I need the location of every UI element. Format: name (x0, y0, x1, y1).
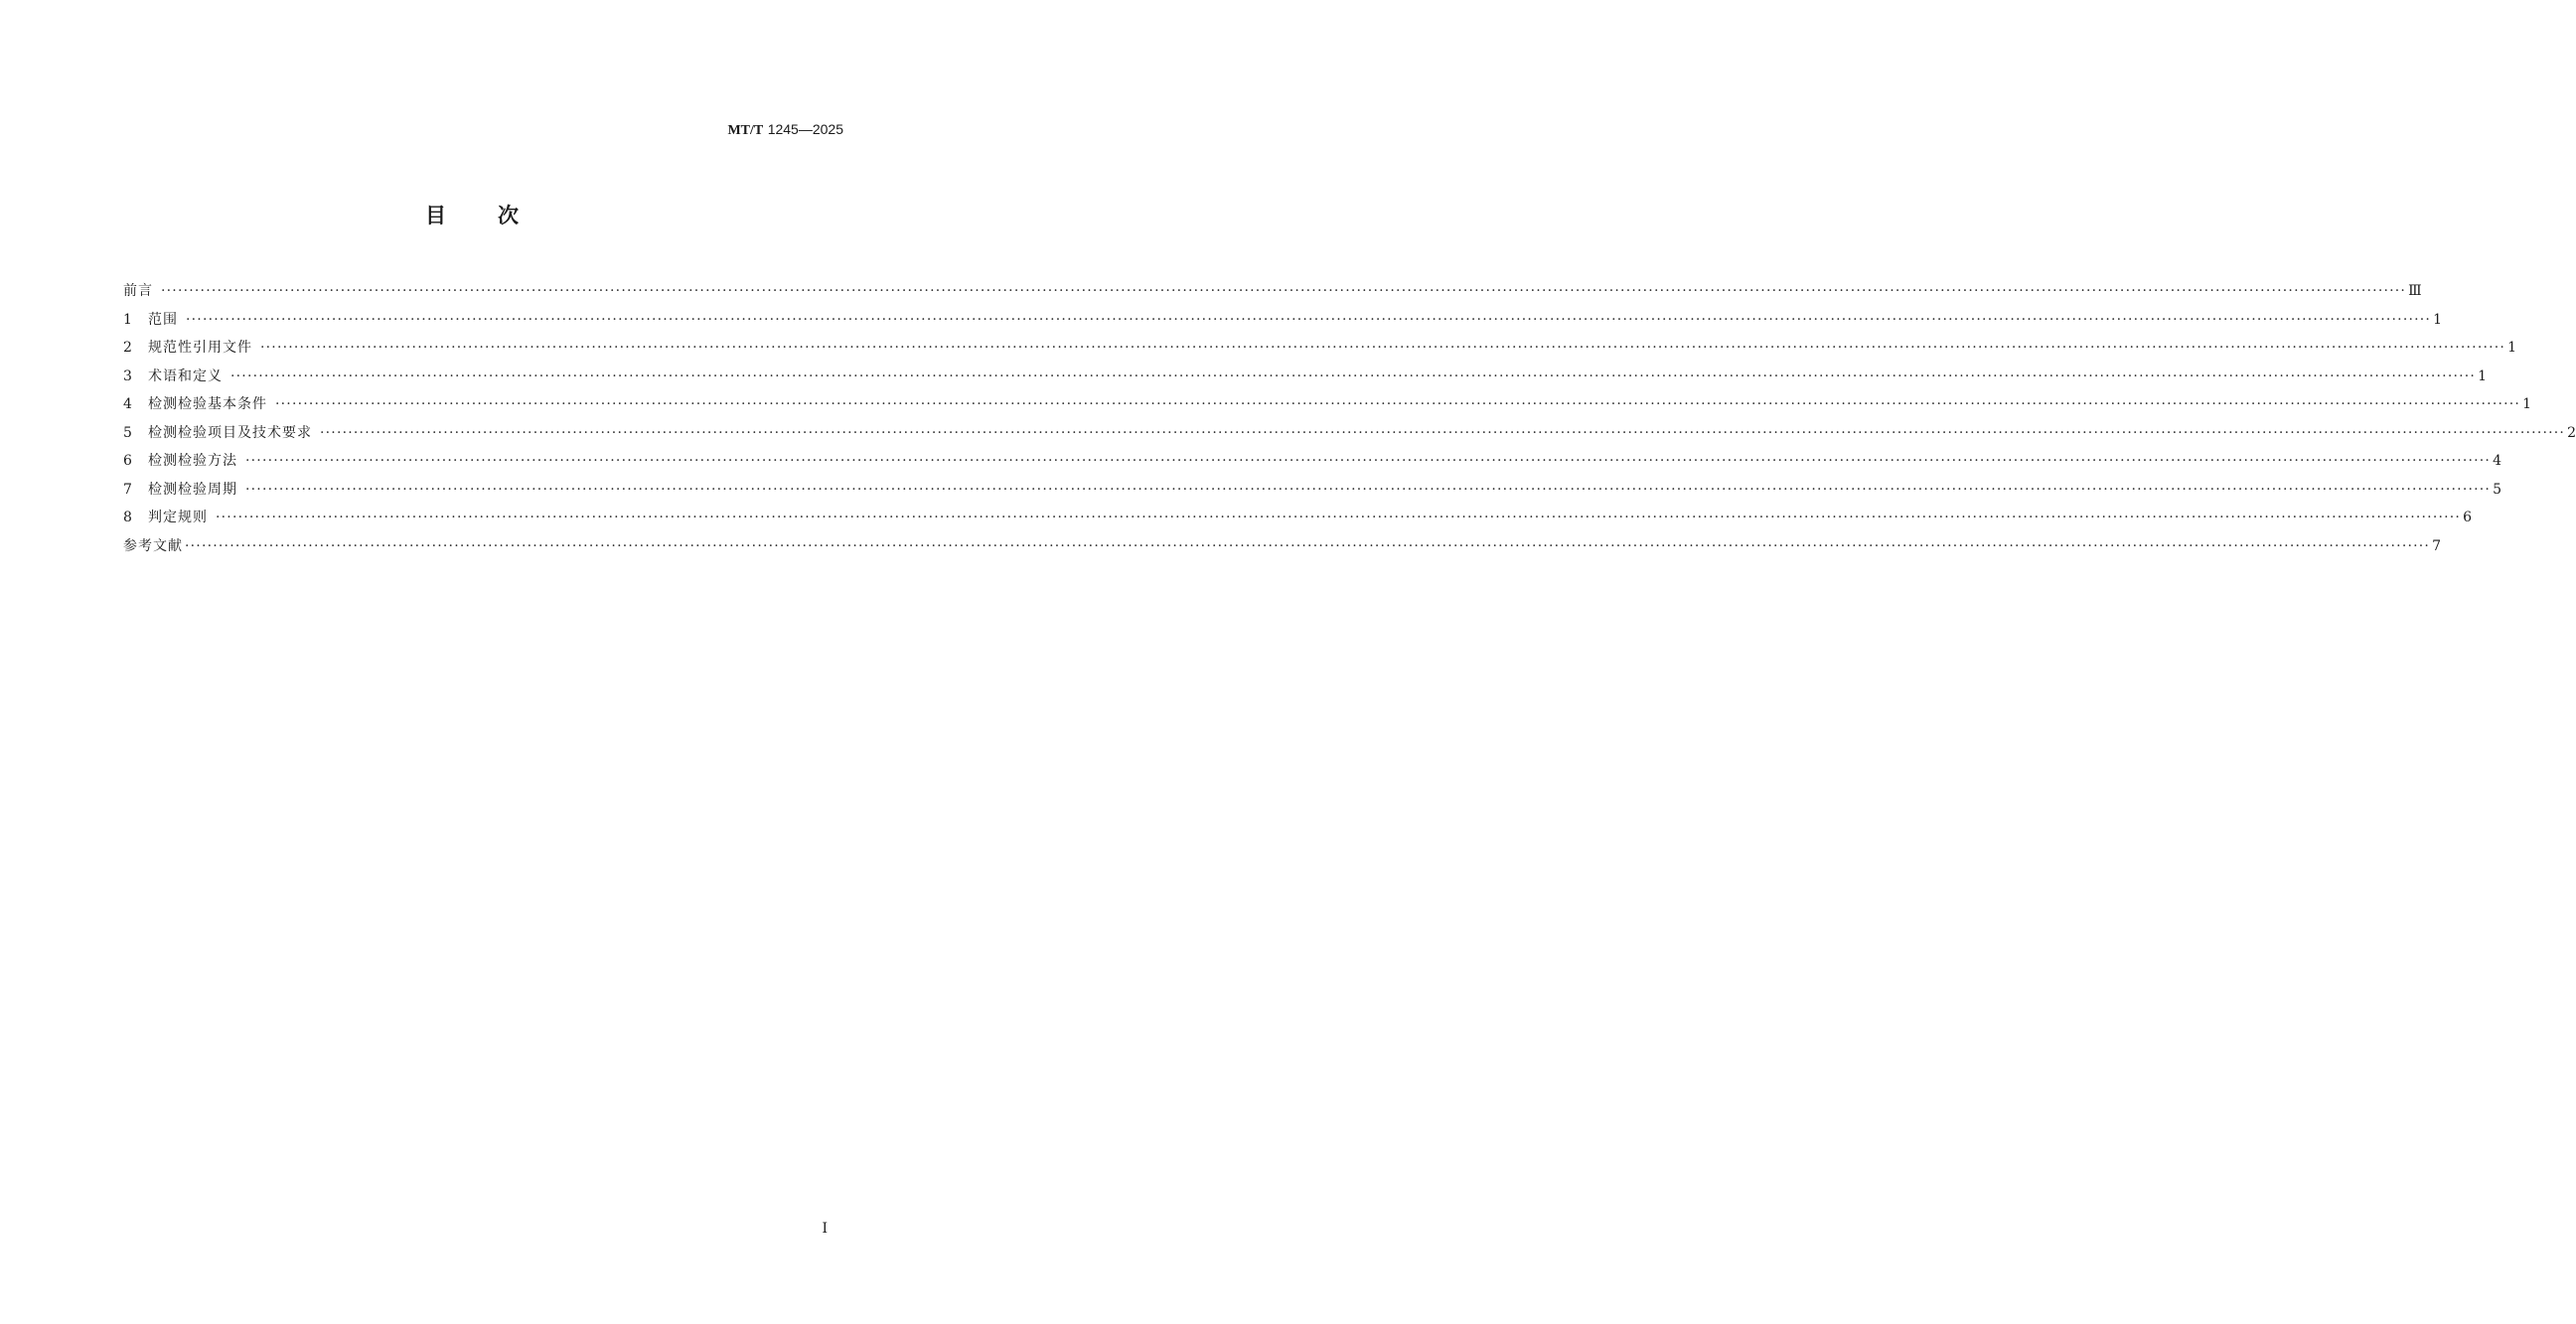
toc-leader-dots: ················································································································································································································································································································································································································ (320, 424, 2566, 441)
toc-entry-number: 6 (123, 453, 132, 469)
toc-entry-page: 2 (2567, 424, 2576, 441)
toc-title: 目次 (425, 204, 570, 227)
toc-entry-scope[interactable] (123, 306, 2442, 335)
toc-entry-number: 1 (123, 311, 132, 328)
toc-entry-bibliography[interactable] (123, 532, 2441, 561)
toc-entry-label: 判定规则 (148, 510, 208, 525)
toc-entry-terms-definitions[interactable] (123, 363, 2487, 391)
toc-leader-dots: ················································································································································································································································································································································································································ (245, 481, 2492, 498)
toc-entry-page: 1 (2522, 396, 2531, 412)
toc-entry-label: 参考文献 (123, 537, 183, 554)
toc-entry-number: 2 (123, 340, 132, 356)
toc-leader-dots: ················································································································································································································································································································································································································ (185, 537, 2431, 554)
toc-entry-page: 1 (2478, 368, 2487, 384)
toc-entry-label: 检测检验周期 (148, 481, 237, 498)
toc-entry-label: 检测检验基本条件 (148, 396, 267, 412)
toc-leader-dots: ················································································································································································································································································································································································································ (161, 283, 2407, 299)
toc-entry-number: 7 (123, 481, 132, 498)
toc-entry-page: 1 (2507, 340, 2516, 356)
toc-leader-dots: ················································································································································································································································································································································································································ (230, 368, 2477, 384)
toc-entry-cycle[interactable] (123, 476, 2501, 505)
toc-entry-label: 前言 (123, 283, 153, 299)
toc-entry-number: 5 (123, 424, 132, 441)
standard-code (727, 120, 843, 140)
table-of-contents (123, 277, 2576, 560)
standard-number: 1245—2025 (767, 121, 843, 137)
toc-entry-page: 4 (2493, 453, 2501, 469)
toc-entry-label: 规范性引用文件 (148, 340, 252, 356)
toc-leader-dots: ················································································································································································································································································································································································································ (186, 311, 2432, 328)
toc-leader-dots: ················································································································································································································································································································································································································ (260, 340, 2506, 356)
toc-entry-page: 6 (2463, 510, 2472, 525)
toc-entry-label: 检测检验方法 (148, 453, 237, 469)
page-number: Ⅰ (822, 1222, 828, 1237)
toc-entry-basic-conditions[interactable] (123, 390, 2531, 419)
toc-entry-label: 范围 (148, 311, 178, 328)
toc-entry-label: 术语和定义 (148, 368, 223, 384)
toc-entry-number: 8 (123, 510, 132, 525)
toc-entry-items-requirements[interactable] (123, 419, 2576, 448)
toc-leader-dots: ················································································································································································································································································································································································································ (275, 396, 2521, 412)
toc-entry-normative-references[interactable] (123, 334, 2516, 363)
toc-leader-dots: ················································································································································································································································································································································································································ (245, 453, 2492, 469)
toc-entry-page: 1 (2433, 311, 2442, 328)
toc-entry-page: 5 (2493, 481, 2501, 498)
toc-entry-methods[interactable] (123, 447, 2501, 476)
toc-entry-number: 4 (123, 396, 132, 412)
toc-entry-page: 7 (2432, 537, 2441, 554)
toc-leader-dots: ················································································································································································································································································································································································································ (216, 510, 2462, 525)
toc-entry-foreword[interactable] (123, 277, 2422, 306)
toc-entry-number: 3 (123, 368, 132, 384)
toc-entry-judgment-rules[interactable] (123, 504, 2472, 532)
toc-entry-page: Ⅲ (2408, 283, 2422, 299)
toc-entry-label: 检测检验项目及技术要求 (148, 424, 312, 441)
standard-prefix: MT/T (727, 123, 764, 138)
